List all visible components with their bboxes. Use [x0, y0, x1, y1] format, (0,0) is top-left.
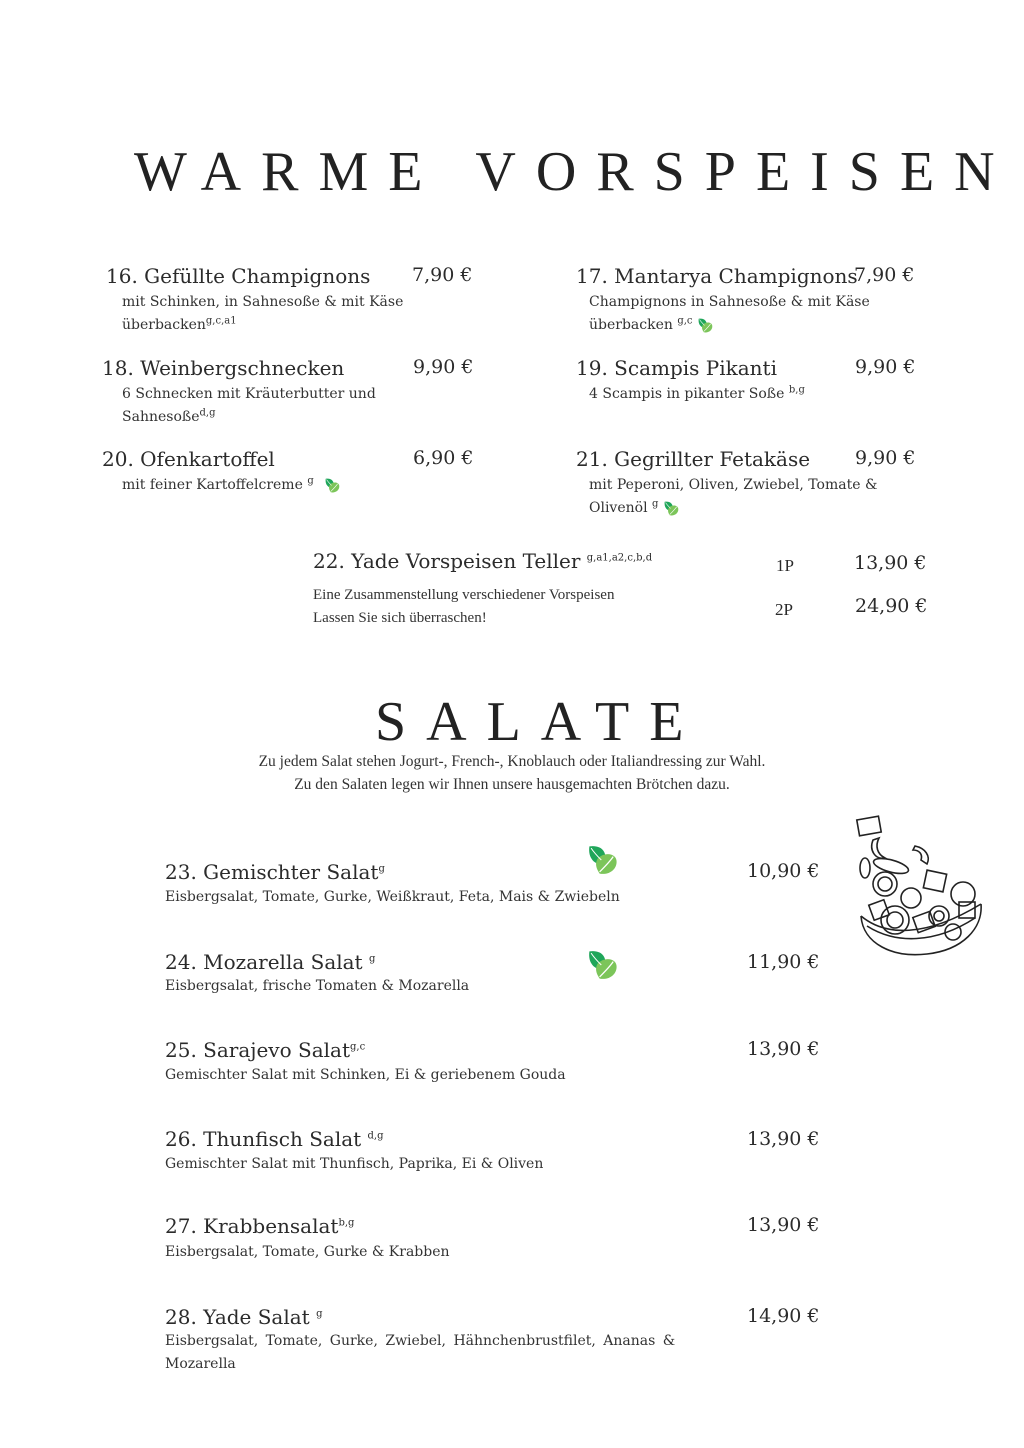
item-description: [313, 584, 614, 630]
desc-line: Olivenöl: [589, 500, 648, 516]
item-description: Gemischter Salat mit Thunfisch, Paprika, Ei & Oliven: [165, 1156, 544, 1172]
item-price: 14,90 €: [747, 1305, 820, 1327]
allergen-codes: g: [652, 498, 659, 510]
item-name: 19. Scampis Pikanti: [576, 356, 777, 380]
item-description: [122, 291, 403, 337]
allergen-codes: g: [368, 953, 376, 965]
item-description: Eisbergsalat, Tomate, Gurke & Krabben: [165, 1244, 450, 1260]
allergen-codes: g: [316, 1308, 323, 1320]
salad-bowl-illustration: [855, 798, 987, 958]
section-title-warm: WARME VORSPEISEN: [134, 141, 1015, 203]
item-description: Gemischter Salat mit Schinken, Ei & geriebenem Gouda: [165, 1067, 566, 1083]
item-description: [165, 1330, 675, 1376]
item-description: [122, 383, 376, 429]
item-price: 13,90 €: [854, 552, 927, 574]
allergen-codes: b,g: [788, 384, 805, 396]
desc-line: überbacken: [589, 317, 673, 333]
item-description: Eisbergsalat, frische Tomaten & Mozarella: [165, 978, 470, 994]
item-name: 21. Gegrillter Fetakäse: [576, 447, 811, 471]
desc-line: mit Schinken, in Sahnesoße & mit Käse: [122, 294, 404, 310]
desc-line: Mozarella: [165, 1356, 236, 1372]
item-name: 16. Gefüllte Champignons: [106, 264, 371, 288]
desc-line: 6 Schnecken mit Kräuterbutter und: [122, 386, 376, 402]
salad-name: 26. Thunfisch Salat: [165, 1127, 362, 1151]
salad-name: 28. Yade Salat: [165, 1305, 310, 1329]
desc-line: Eisbergsalat, Tomate, Gurke, Zwiebel, Hähnchenbrustfilet, Ananas &: [165, 1333, 676, 1349]
desc-line: Lassen Sie sich überraschen!: [313, 610, 487, 626]
allergen-codes: d,g: [367, 1130, 384, 1142]
item-description: [589, 474, 877, 520]
item-price: 6,90 €: [413, 447, 474, 469]
item-price: 13,90 €: [747, 1214, 820, 1236]
salad-name: 25. Sarajevo Salat: [165, 1038, 350, 1062]
desc-line: 4 Scampis in pikanter Soße: [589, 386, 785, 402]
item-name: [165, 1214, 354, 1238]
desc-line: Eine Zusammenstellung verschiedener Vorspeisen: [313, 587, 615, 603]
portion-size: 2P: [775, 600, 793, 619]
leaf-icon: [663, 500, 680, 517]
item-price: 10,90 €: [747, 860, 820, 882]
desc-line: Sahnesoße: [122, 409, 200, 425]
item-price: 7,90 €: [412, 264, 473, 286]
item-name: [165, 1038, 365, 1062]
leaf-icon: [586, 842, 620, 878]
allergen-codes: g,c: [350, 1041, 366, 1053]
salad-note: Zu jedem Salat stehen Jogurt-, French-, Knoblauch oder Italiandressing zur Wahl.: [258, 753, 766, 770]
leaf-icon: [324, 477, 341, 494]
teller-name: 22. Yade Vorspeisen Teller: [313, 549, 581, 573]
item-price: 9,90 €: [855, 356, 916, 378]
allergen-codes: d,g: [199, 407, 216, 419]
item-description: [589, 291, 870, 337]
leaf-icon: [586, 947, 620, 983]
item-price: 9,90 €: [413, 356, 474, 378]
item-description: Eisbergsalat, Tomate, Gurke, Weißkraut, Feta, Mais & Zwiebeln: [165, 889, 620, 905]
item-description: [122, 474, 341, 497]
item-name: [313, 549, 652, 573]
salad-name: 23. Gemischter Salat: [165, 860, 379, 884]
allergen-codes: g: [378, 863, 385, 875]
salad-name: 24. Mozarella Salat: [165, 950, 363, 974]
leaf-icon: [697, 317, 714, 334]
desc-line: mit feiner Kartoffelcreme: [122, 477, 303, 493]
item-name: 20. Ofenkartoffel: [102, 447, 275, 471]
item-name: [165, 950, 375, 974]
item-price: 13,90 €: [747, 1128, 820, 1150]
desc-line: überbacken: [122, 317, 206, 333]
allergen-codes: g: [307, 475, 314, 487]
item-price: 13,90 €: [747, 1038, 820, 1060]
allergen-codes: g,c: [677, 315, 693, 327]
item-name: 17. Mantarya Champignons: [576, 264, 858, 288]
item-name: [165, 1305, 322, 1329]
allergen-codes: g,a1,a2,c,b,d: [586, 552, 653, 564]
portion-size: 1P: [776, 556, 794, 575]
section-title-salads: SALATE: [375, 691, 704, 753]
salad-note: Zu den Salaten legen wir Ihnen unsere hausgemachten Brötchen dazu.: [294, 776, 730, 793]
desc-line: Champignons in Sahnesoße & mit Käse: [589, 294, 870, 310]
allergen-codes: b,g: [338, 1217, 355, 1229]
item-name: [165, 860, 385, 884]
desc-line: mit Peperoni, Oliven, Zwiebel, Tomate &: [589, 477, 878, 493]
item-price: 24,90 €: [855, 595, 928, 617]
item-price: 9,90 €: [855, 447, 916, 469]
item-name: [165, 1127, 384, 1151]
item-name: 18. Weinbergschnecken: [102, 356, 345, 380]
item-price: 7,90 €: [854, 264, 915, 286]
item-price: 11,90 €: [747, 951, 820, 973]
item-description: [589, 383, 805, 406]
allergen-codes: g,c,a1: [205, 315, 237, 327]
salad-name: 27. Krabbensalat: [165, 1214, 339, 1238]
